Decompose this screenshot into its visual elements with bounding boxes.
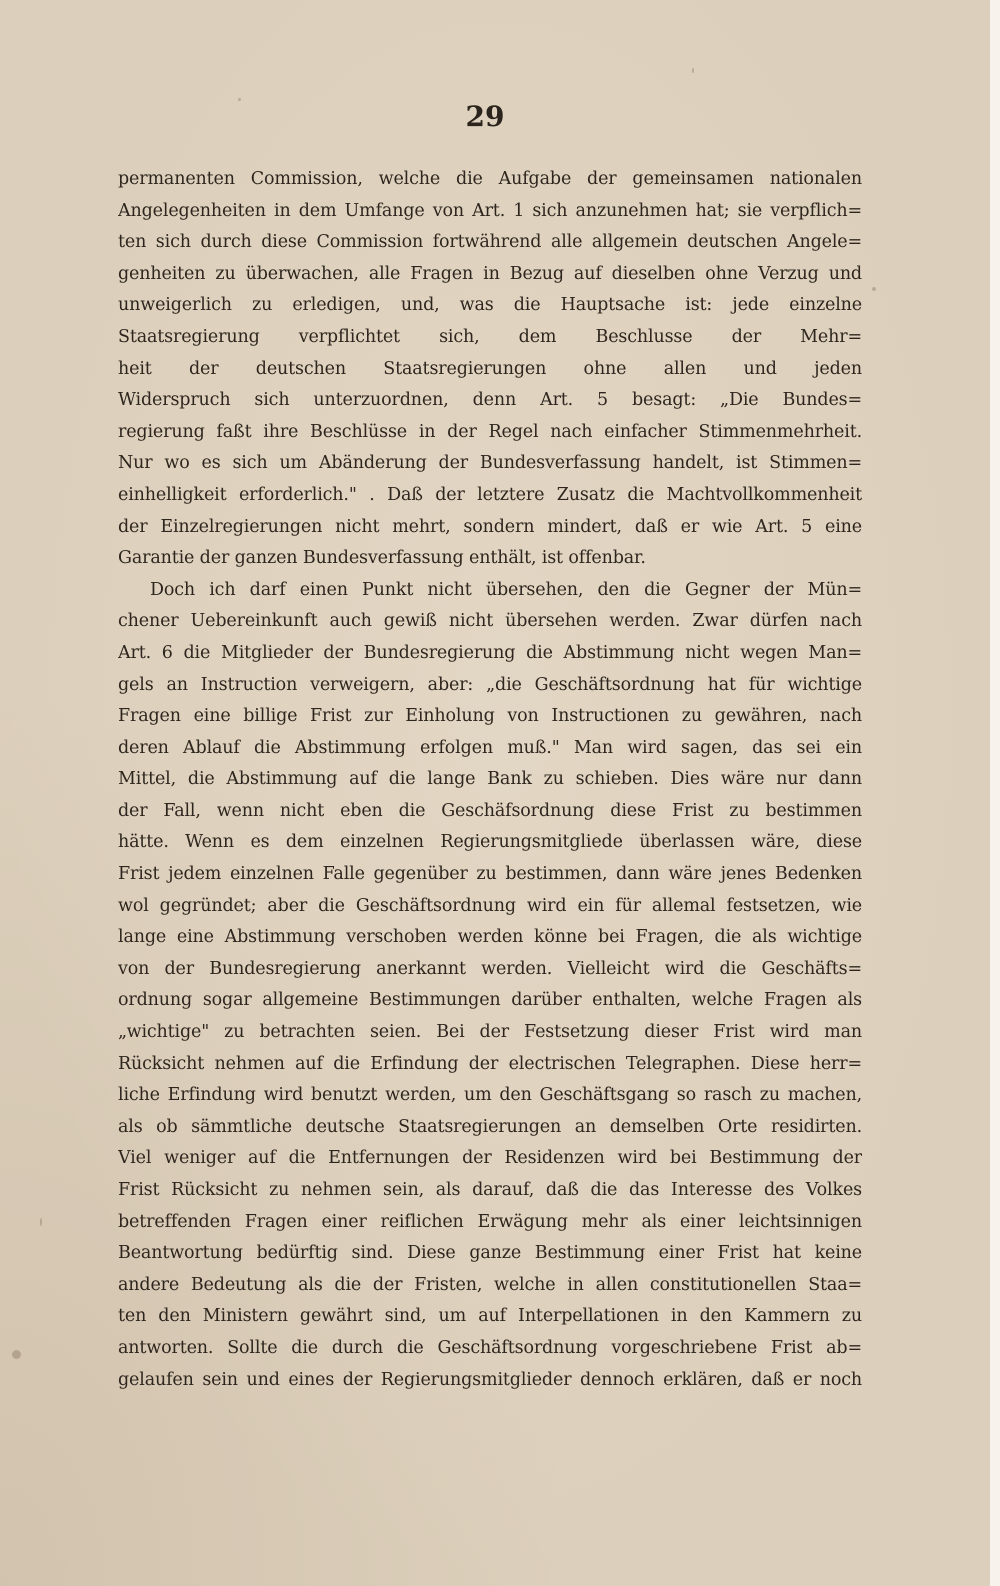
text-line: regierung faßt ihre Beschlüsse in der Regel nach einfacher Stimmenmehrheit. xyxy=(118,421,862,442)
paper-speck xyxy=(872,287,876,291)
text-line: Fragen eine billige Frist zur Einholung von Instructionen zu gewähren, nach xyxy=(118,706,862,727)
text-line: von der Bundesregierung anerkannt werden. Vielleicht wird die Geschäfts= xyxy=(118,958,862,979)
text-line: andere Bedeutung als die der Fristen, welche in allen constitutionellen Staa= xyxy=(118,1274,862,1295)
paper-speck xyxy=(40,1218,42,1226)
text-line: antworten. Sollte die durch die Geschäftsordnung vorgeschriebene Frist ab= xyxy=(118,1337,862,1358)
text-line: ordnung sogar allgemeine Bestimmungen darüber enthalten, welche Fragen als xyxy=(118,990,862,1011)
text-line: unweigerlich zu erledigen, und, was die Hauptsache ist: jede einzelne xyxy=(118,295,862,316)
text-line: „wichtige" zu betrachten seien. Bei der Festsetzung dieser Frist wird man xyxy=(118,1022,862,1043)
text-line: Viel weniger auf die Entfernungen der Residenzen wird bei Bestimmung der xyxy=(118,1148,862,1169)
text-line: Beantwortung bedürftig sind. Diese ganze Bestimmung einer Frist hat keine xyxy=(118,1243,862,1264)
paper-speck xyxy=(692,68,694,73)
text-line: der Fall, wenn nicht eben die Geschäfsordnung diese Frist zu bestimmen xyxy=(118,800,862,821)
text-line: chener Uebereinkunft auch gewiß nicht übersehen werden. Zwar dürfen nach xyxy=(118,611,862,632)
text-line: deren Ablauf die Abstimmung erfolgen muß." Man wird sagen, das sei ein xyxy=(118,737,862,758)
text-line: heit der deutschen Staatsregierungen ohne allen und jeden xyxy=(118,358,862,379)
text-line: ten den Ministern gewährt sind, um auf Interpellationen in den Kammern zu xyxy=(118,1306,862,1327)
text-line: Staatsregierung verpflichtet sich, dem Beschlusse der Mehr= xyxy=(118,326,862,347)
text-line: permanenten Commission, welche die Aufgabe der gemeinsamen nationalen xyxy=(118,169,862,189)
text-line: Widerspruch sich unterzuordnen, denn Art. 5 besagt: „Die Bundes= xyxy=(118,390,862,411)
text-line: einhelligkeit erforderlich." . Daß der letztere Zusatz die Machtvollkommenheit xyxy=(118,484,862,505)
text-line: lange eine Abstimmung verschoben werden könne bei Fragen, die als wichtige xyxy=(118,927,862,948)
paper-speck xyxy=(12,1350,21,1359)
text-line: Angelegenheiten in dem Umfange von Art. 1 sich anzunehmen hat; sie verpflich= xyxy=(118,200,862,221)
text-line: ten sich durch diese Commission fortwährend alle allgemein deutschen Angele= xyxy=(118,232,862,253)
text-line: Doch ich darf einen Punkt nicht übersehen, den die Gegner der Mün= xyxy=(150,579,862,600)
body-text xyxy=(118,164,862,1396)
page-number: 29 xyxy=(465,100,505,133)
page-edge xyxy=(990,0,1000,1586)
text-line: gels an Instruction verweigern, aber: „die Geschäftsordnung hat für wichtige xyxy=(118,674,862,695)
text-line: der Einzelregierungen nicht mehrt, sondern mindert, daß er wie Art. 5 eine xyxy=(118,516,862,537)
text-line: Mittel, die Abstimmung auf die lange Bank zu schieben. Dies wäre nur dann xyxy=(118,769,862,790)
text-line: hätte. Wenn es dem einzelnen Regierungsmitgliede überlassen wäre, diese xyxy=(118,832,862,853)
text-line: Art. 6 die Mitglieder der Bundesregierung die Abstimmung nicht wegen Man= xyxy=(118,642,862,663)
text-line: Rücksicht nehmen auf die Erfindung der electrischen Telegraphen. Diese herr= xyxy=(118,1053,862,1074)
text-line: genheiten zu überwachen, alle Fragen in Bezug auf dieselben ohne Verzug und xyxy=(118,263,862,284)
text-line: Garantie der ganzen Bundesverfassung enthält, ist offenbar. xyxy=(118,548,646,569)
text-line: betreffenden Fragen einer reiflichen Erwägung mehr als einer leichtsinnigen xyxy=(118,1211,862,1232)
text-line: Frist Rücksicht zu nehmen sein, als darauf, daß die das Interesse des Volkes xyxy=(118,1180,862,1200)
text-line: Nur wo es sich um Abänderung der Bundesverfassung handelt, ist Stimmen= xyxy=(118,453,862,474)
text-line: liche Erfindung wird benutzt werden, um den Geschäftsgang so rasch zu machen, xyxy=(118,1085,862,1106)
text-line: gelaufen sein und eines der Regierungsmitglieder dennoch erklären, daß er noch xyxy=(118,1369,862,1390)
text-line: als ob sämmtliche deutsche Staatsregierungen an demselben Orte residirten. xyxy=(118,1116,862,1137)
text-line: wol gegründet; aber die Geschäftsordnung wird ein für allemal festsetzen, wie xyxy=(118,895,862,916)
text-line: Frist jedem einzelnen Falle gegenüber zu bestimmen, dann wäre jenes Bedenken xyxy=(118,864,862,885)
